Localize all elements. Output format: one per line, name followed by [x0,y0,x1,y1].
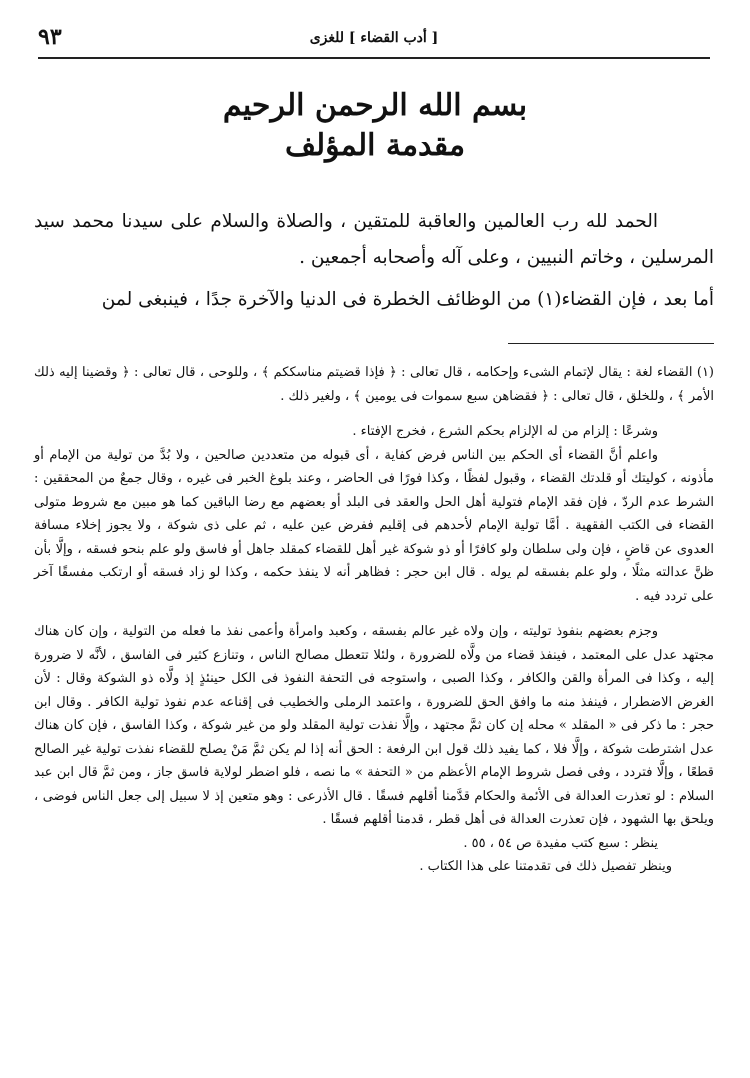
header-rule [38,57,710,59]
footnote-paragraph-6: وينظر تفصيل ذلك فى تقدمتنا على هذا الكتاب . [419,859,672,874]
main-paragraph-2: أما بعد ، فإن القضاء(١) من الوظائف الخطرة فى الدنيا والآخرة جدًا ، فينبغى لمن [101,289,714,310]
page-number: ٩٣ [38,24,62,50]
footnote-rule [508,343,714,344]
main-text [34,204,714,318]
footnote-paragraph-1: (١) القضاء لغة : يقال لإتمام الشىء وإحكامه ، قال تعالى : ﴿ فإذا قضيتم مناسككم ﴾ ، وللوحى ، قال تعالى : ﴿ وقضينا إليه ذلك الأمر ﴾ ، وللخلق ، قال تعالى : ﴿ فقضاهن سبع سموات فى يومين ﴾ ، ولغير ذلك . [34,365,714,404]
running-head: [ أدب القضاء ] للغزى [309,30,439,46]
footnote-paragraph-3: واعلم أنَّ القضاء أى الحكم بين الناس فرض كفاية ، أى قبوله من متعددين صالحين ، ولا بُدَّ من تولية من الإمام أو مأذونه ، كوليتك أو قلدتك القضاء ، وقبول لفظًا ، وكذا فورًا فى الحاضر ، وعند بلوغ الخبر فى غيره ، وقال جمعٌ من المحققين : الشرط عدم الردّ ، فإن فقد الإمام فتولية أهل الحل والعقد فى البلد أو بعضهم مع رضا الباقين كما هو مبين مع شروط متولى القضاء فى الكتب الفقهية . أمَّا تولية الإمام لأحدهم فى إقليم ففرض عين عليه ، ثم على ذى شوكة ، ولا يجوز إخلاء مسافة العدوى عن قاضٍ ، فإن ولى سلطان ولو كافرًا أو ذو شوكة غير أهل للقضاء كمقلد جاهل أو فاسق ولو علم بنحو فسقه ، وإلَّا بأن ظنَّ عدالته مثلًا ، ولو علم بفسقه لم يوله . قال ابن حجر : فظاهر أنه لا ينفذ حكمه ، وكذا لو زاد فسقه أو ارتكب مفسقًا آخر على تردد فيه . [34,447,714,604]
basmala: بسم الله الرحمن الرحيم [222,88,528,123]
footnote [34,361,714,879]
main-paragraph-1: الحمد لله رب العالمين والعاقبة للمتقين ، والصلاة والسلام على سيدنا محمد سيد المرسلين ، وخاتم النبيين ، وعلى آله وأصحابه أجمعين . [34,211,714,268]
page-header [38,24,710,58]
footnote-paragraph-5: ينظر : سبع كتب مفيدة ص ٥٤ ، ٥٥ . [463,835,658,851]
footnote-paragraph-2: وشرعًا : إلزام من له الإلزام بحكم الشرع ، فخرج الإفتاء . [352,424,658,439]
intro-title: مقدمة المؤلف [284,128,466,163]
footnote-paragraph-4: وجزم بعضهم بنفوذ توليته ، وإن ولاه غير عالم بفسقه ، وكعبد وامرأة وأعمى نفذ ما فعله من التولية ، وإن كان هناك مجتهد عدل على المعتمد ، فينفذ قضاء من ولَّاه للضرورة ، ولئلا تتعطل مصالح الناس ، وتنازع كثير فى الفاسق ، لأنَّه لا ضرورة إليه ، وكذا فى المرأة والقن والكافر ، وكذا الصبى ، واستوجه فى التحفة النفوذ فى الكل حينئذٍ إذ ولَّاه ذو الشوكة وقال : لأن الغرض الاضطرار ، فينفذ منه ما وافق الحق للضرورة ، واعتمد الرملى والخطيب فى إقناعه عدم نفوذ تولية الكافر . وقال ابن حجر : ما ذكر فى « المقلد » محله إن كان ثمَّ مجتهد ، وإلَّا نفذت تولية المقلد ولو من غير شوكة ، وكذا الفاسق ، فإن كان هناك عدل اشترطت شوكة ، وإلَّا فلا ، كما يفيد ذلك قول ابن الرفعة : الحق أنه إذا لم يكن ثمَّ مَنْ يصلح للقضاء نفذت تولية غير الصالح قطعًا ، وإلَّا فتردد ، وفى فصل شروط الإمام الأعظم من « التحفة » ما نصه ، فلو اضطر لولاية فاسق جاز ، ومن ثمَّ قال ابن عبد السلام : لو تعذرت العدالة فى الأئمة والحكام قدَّمنا أقلهم فسقًا . قال الأذرعى : وهو متعين إذ لا سبيل إلى جعل الناس فوضى ، ويلحق بها الشهود ، فإن تعذرت العدالة فى أهل قطر ، قدمنا أقلهم فسقًا . [34,624,714,827]
